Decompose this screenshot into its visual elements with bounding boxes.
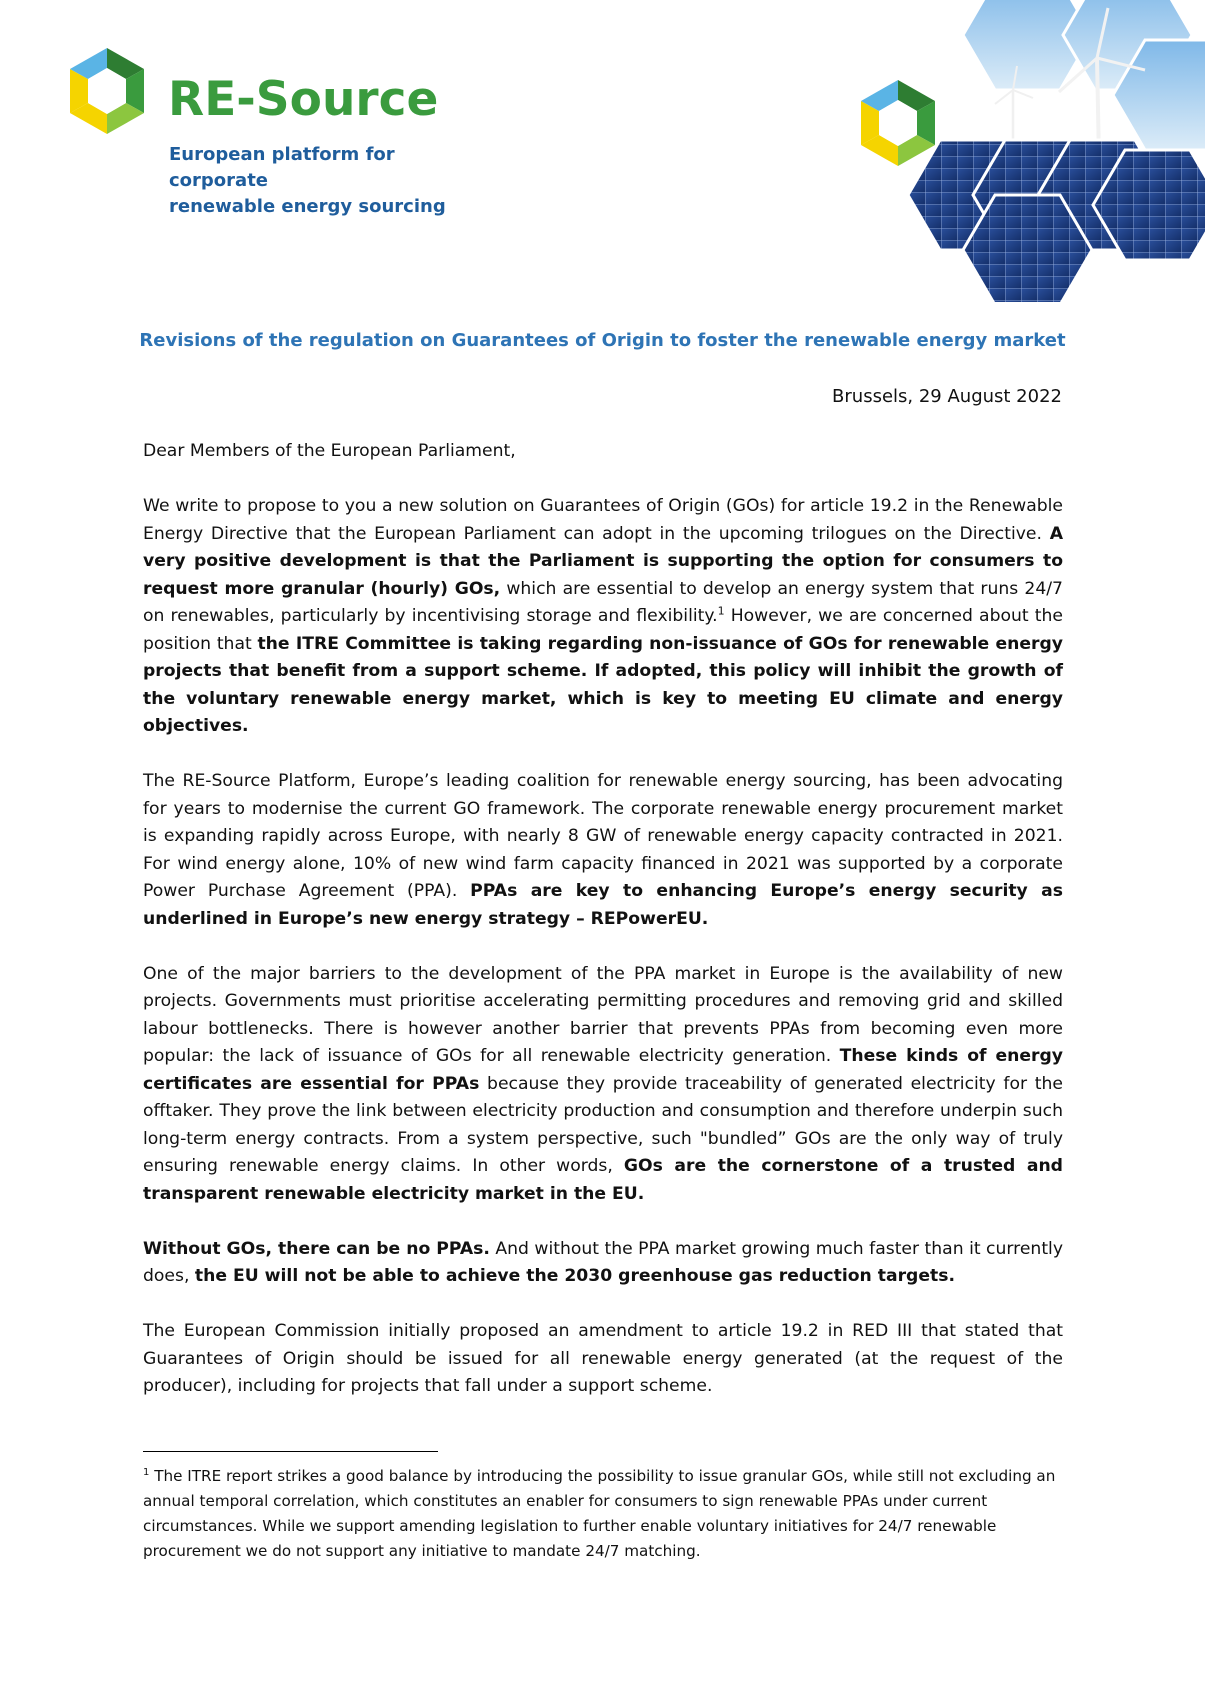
p2-bold-b: PPAs are key to enhancing Europe’s energy security as underlined in Europe’s new energy strategy – REPowerEU. xyxy=(143,881,1063,929)
p2-text-a: The RE-Source Platform, Europe’s leading coalition for renewable energy sourcing, has been advocating for years to modernise the current GO framework. The corporate renewable energy procurement market is expanding rapidly across Europe, with nearly 8 GW of renewable energy capacity contracted in 2021. For wind energy alone, 10% of new wind farm capacity financed in 2021 was supported by a corporate Power Purchase Agreement (PPA). xyxy=(143,771,1063,901)
tagline-line-2: renewable energy sourcing xyxy=(169,196,446,217)
p4-bold-a: Without GOs, there can be no PPAs. xyxy=(143,1238,490,1259)
paragraph-2 xyxy=(143,768,1063,933)
p4-text-b: And without the PPA market growing much faster than it currently does, xyxy=(143,1238,1063,1286)
p1-text-d: However, we are concerned about the position that xyxy=(143,606,1063,654)
letter-date: Brussels, 29 August 2022 xyxy=(832,386,1062,407)
tagline-line-1: European platform for corporate xyxy=(169,144,395,191)
paragraph-4 xyxy=(143,1236,1063,1291)
paragraph-3 xyxy=(143,961,1063,1209)
p1-bold-b: A very positive development is that the Parliament is supporting the option for consumers to request more granular (hourly) GOs, xyxy=(143,523,1063,599)
paragraph-1 xyxy=(143,493,1063,741)
letter-body xyxy=(143,438,1063,1428)
p4-bold-c: the EU will not be able to achieve the 2030 greenhouse gas reduction targets. xyxy=(194,1266,955,1286)
brand-tagline xyxy=(169,142,489,220)
letter-title: Revisions of the regulation on Guarantees of Origin to foster the renewable energy market xyxy=(139,330,1066,351)
p3-bold-b: These kinds of energy certificates are essential for PPAs xyxy=(143,1046,1063,1094)
brand-name: RE-Source xyxy=(168,72,439,127)
footnote-number: 1 xyxy=(143,1466,150,1478)
footnote-text: The ITRE report strikes a good balance by introducing the possibility to issue granular GOs, while still not excluding an annual temporal correlation, which constitutes an enabler for consumers to sign renewable PPAs under current circumstances. While we support amending legislation to further enable voluntary initiatives for 24/7 renewable procurement we do not support any initiative to mandate 24/7 matching. xyxy=(143,1467,1056,1560)
p1-text-a: We write to propose to you a new solution on Guarantees of Origin (GOs) for article 19.2 in the Renewable Energy Directive that the European Parliament can adopt in the upcoming trilogues on the Directive. xyxy=(143,496,1063,544)
p1-text-c: which are essential to develop an energy system that runs 24/7 on renewables, particularly by incentivising storage and flexibility. xyxy=(143,578,1063,626)
salutation: Dear Members of the European Parliament, xyxy=(143,441,516,461)
header-hexagon-artwork xyxy=(845,0,1205,302)
footnote-ref: 1 xyxy=(717,604,725,618)
footnote xyxy=(143,1464,1073,1564)
p1-bold-e: the ITRE Committee is taking regarding non-issuance of GOs for renewable energy projects that benefit from a support scheme. If adopted, this policy will inhibit the growth of the voluntary renewable energy market, which is key to meeting EU climate and energy objectives. xyxy=(143,633,1063,736)
paragraph-5: The European Commission initially proposed an amendment to article 19.2 in RED III that stated that Guarantees of Origin should be issued for all renewable energy generated (at the request of the producer), including for projects that fall under a support scheme. xyxy=(143,1321,1063,1396)
p3-text-a: One of the major barriers to the development of the PPA market in Europe is the availability of new projects. Governments must prioritise accelerating permitting procedures and removing grid and skilled labour bottlenecks. There is however another barrier that prevents PPAs from becoming even more popular: the lack of issuance of GOs for all renewable electricity generation. xyxy=(143,963,1063,1066)
p3-bold-d: GOs are the cornerstone of a trusted and transparent renewable electricity market in the EU. xyxy=(143,1156,1063,1204)
re-source-logo-icon xyxy=(62,46,152,136)
p3-text-c: because they provide traceability of generated electricity for the offtaker. They prove the link between electricity production and consumption and therefore underpin such long-term energy contracts. From a system perspective, such "bundled” GOs are the only way of truly ensuring renewable energy claims. In other words, xyxy=(143,1073,1063,1176)
footnote-separator xyxy=(143,1451,438,1452)
